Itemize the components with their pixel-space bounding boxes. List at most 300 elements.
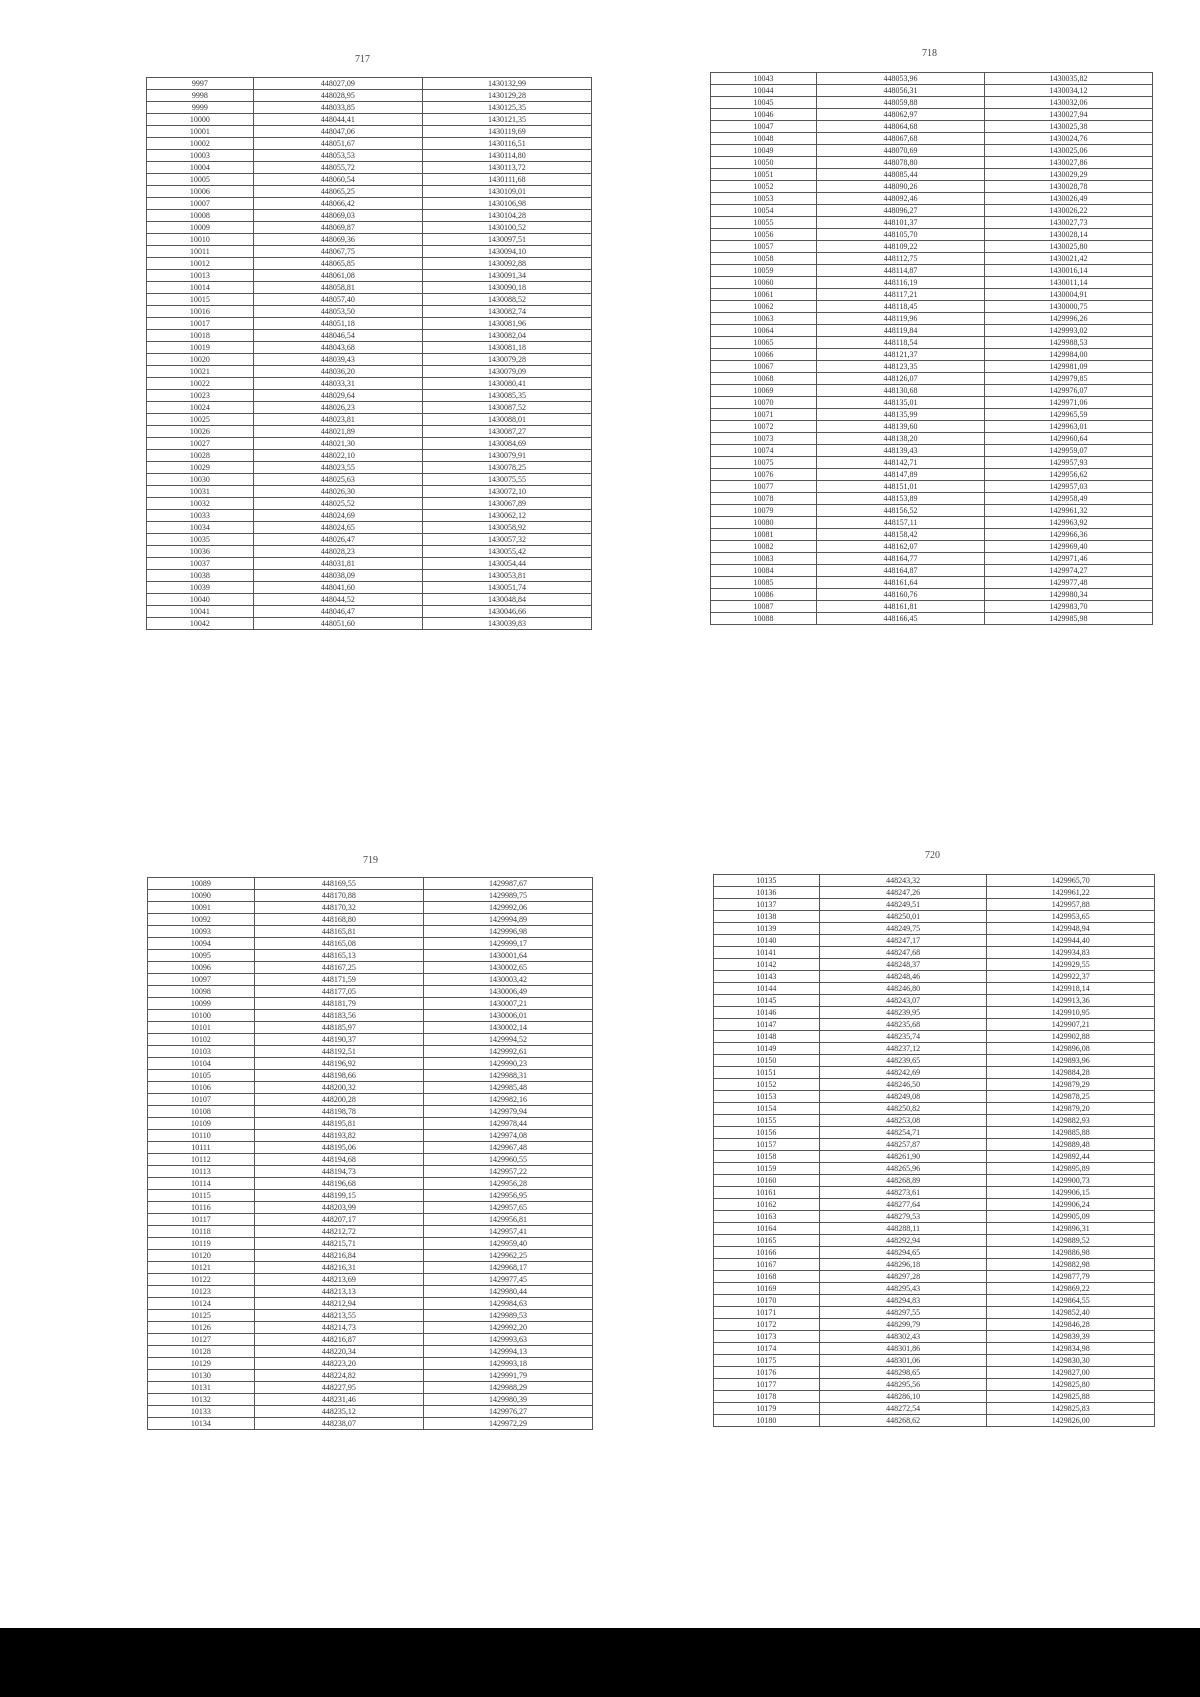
point-number-cell: 10174 <box>714 1343 820 1355</box>
x-coordinate-cell: 448212,94 <box>254 1298 423 1310</box>
table-row <box>714 1259 1155 1271</box>
x-coordinate-cell: 448036,20 <box>253 366 422 378</box>
point-number-cell: 10045 <box>711 97 817 109</box>
y-coordinate-cell: 1430121,35 <box>422 114 591 126</box>
y-coordinate-cell: 1430081,18 <box>422 342 591 354</box>
x-coordinate-cell: 448039,43 <box>253 354 422 366</box>
y-coordinate-cell: 1429879,29 <box>987 1079 1155 1091</box>
y-coordinate-cell: 1430085,35 <box>422 390 591 402</box>
point-number-cell: 10177 <box>714 1379 820 1391</box>
table-row <box>714 887 1155 899</box>
x-coordinate-cell: 448065,25 <box>253 186 422 198</box>
y-coordinate-cell: 1429993,63 <box>423 1334 592 1346</box>
coordinates-table <box>146 77 592 630</box>
point-number-cell: 10058 <box>711 253 817 265</box>
page-number: 719 <box>363 855 378 866</box>
point-number-cell: 10067 <box>711 361 817 373</box>
point-number-cell: 10014 <box>147 282 254 294</box>
table-row <box>711 337 1153 349</box>
x-coordinate-cell: 448139,43 <box>817 445 985 457</box>
point-number-cell: 10092 <box>148 914 255 926</box>
y-coordinate-cell: 1429994,52 <box>423 1034 592 1046</box>
table-row <box>711 181 1153 193</box>
x-coordinate-cell: 448223,20 <box>254 1358 423 1370</box>
table-row <box>148 1094 593 1106</box>
x-coordinate-cell: 448200,32 <box>254 1082 423 1094</box>
table-row <box>148 1250 593 1262</box>
y-coordinate-cell: 1429984,63 <box>423 1298 592 1310</box>
x-coordinate-cell: 448021,89 <box>253 426 422 438</box>
point-number-cell: 10069 <box>711 385 817 397</box>
x-coordinate-cell: 448199,15 <box>254 1190 423 1202</box>
point-number-cell: 10061 <box>711 289 817 301</box>
x-coordinate-cell: 448026,47 <box>253 534 422 546</box>
point-number-cell: 10087 <box>711 601 817 613</box>
x-coordinate-cell: 448171,59 <box>254 974 423 986</box>
x-coordinate-cell: 448246,50 <box>819 1079 987 1091</box>
y-coordinate-cell: 1430028,14 <box>985 229 1153 241</box>
x-coordinate-cell: 448164,77 <box>817 553 985 565</box>
x-coordinate-cell: 448190,37 <box>254 1034 423 1046</box>
y-coordinate-cell: 1429929,55 <box>987 959 1155 971</box>
point-number-cell: 10012 <box>147 258 254 270</box>
x-coordinate-cell: 448090,26 <box>817 181 985 193</box>
y-coordinate-cell: 1429984,00 <box>985 349 1153 361</box>
x-coordinate-cell: 448198,78 <box>254 1106 423 1118</box>
table-row <box>711 397 1153 409</box>
x-coordinate-cell: 448121,37 <box>817 349 985 361</box>
point-number-cell: 10144 <box>714 983 820 995</box>
x-coordinate-cell: 448227,95 <box>254 1382 423 1394</box>
point-number-cell: 10109 <box>148 1118 255 1130</box>
y-coordinate-cell: 1429885,88 <box>987 1127 1155 1139</box>
table-row <box>148 1118 593 1130</box>
y-coordinate-cell: 1429969,40 <box>985 541 1153 553</box>
y-coordinate-cell: 1429960,55 <box>423 1154 592 1166</box>
x-coordinate-cell: 448033,31 <box>253 378 422 390</box>
table-row <box>147 474 592 486</box>
point-number-cell: 10013 <box>147 270 254 282</box>
table-row <box>147 498 592 510</box>
x-coordinate-cell: 448142,71 <box>817 457 985 469</box>
point-number-cell: 10008 <box>147 210 254 222</box>
y-coordinate-cell: 1429961,22 <box>987 887 1155 899</box>
x-coordinate-cell: 448181,79 <box>254 998 423 1010</box>
x-coordinate-cell: 448025,63 <box>253 474 422 486</box>
x-coordinate-cell: 448069,87 <box>253 222 422 234</box>
point-number-cell: 10086 <box>711 589 817 601</box>
y-coordinate-cell: 1430029,29 <box>985 169 1153 181</box>
point-number-cell: 10138 <box>714 911 820 923</box>
point-number-cell: 10128 <box>148 1346 255 1358</box>
x-coordinate-cell: 448021,30 <box>253 438 422 450</box>
x-coordinate-cell: 448168,80 <box>254 914 423 926</box>
y-coordinate-cell: 1429956,28 <box>423 1178 592 1190</box>
y-coordinate-cell: 1430094,10 <box>422 246 591 258</box>
table-row <box>148 1382 593 1394</box>
x-coordinate-cell: 448044,41 <box>253 114 422 126</box>
table-row <box>147 318 592 330</box>
point-number-cell: 10156 <box>714 1127 820 1139</box>
point-number-cell: 10028 <box>147 450 254 462</box>
point-number-cell: 10120 <box>148 1250 255 1262</box>
table-row <box>147 234 592 246</box>
table-row <box>711 409 1153 421</box>
y-coordinate-cell: 1429826,00 <box>987 1415 1155 1427</box>
table-row <box>711 133 1153 145</box>
table-row <box>714 1139 1155 1151</box>
table-row <box>147 510 592 522</box>
x-coordinate-cell: 448061,08 <box>253 270 422 282</box>
x-coordinate-cell: 448292,94 <box>819 1235 987 1247</box>
x-coordinate-cell: 448248,37 <box>819 959 987 971</box>
x-coordinate-cell: 448200,28 <box>254 1094 423 1106</box>
table-row <box>148 1202 593 1214</box>
table-row <box>147 114 592 126</box>
x-coordinate-cell: 448116,19 <box>817 277 985 289</box>
point-number-cell: 10168 <box>714 1271 820 1283</box>
table-row <box>714 1391 1155 1403</box>
y-coordinate-cell: 1430051,74 <box>422 582 591 594</box>
point-number-cell: 10070 <box>711 397 817 409</box>
x-coordinate-cell: 448294,83 <box>819 1295 987 1307</box>
point-number-cell: 10135 <box>714 875 820 887</box>
x-coordinate-cell: 448160,76 <box>817 589 985 601</box>
y-coordinate-cell: 1430114,80 <box>422 150 591 162</box>
x-coordinate-cell: 448123,35 <box>817 361 985 373</box>
point-number-cell: 10094 <box>148 938 255 950</box>
x-coordinate-cell: 448165,13 <box>254 950 423 962</box>
point-number-cell: 10036 <box>147 546 254 558</box>
point-number-cell: 10175 <box>714 1355 820 1367</box>
table-row <box>148 890 593 902</box>
y-coordinate-cell: 1430081,96 <box>422 318 591 330</box>
x-coordinate-cell: 448194,73 <box>254 1166 423 1178</box>
y-coordinate-cell: 1430082,04 <box>422 330 591 342</box>
x-coordinate-cell: 448153,89 <box>817 493 985 505</box>
x-coordinate-cell: 448268,62 <box>819 1415 987 1427</box>
point-number-cell: 10051 <box>711 169 817 181</box>
table-row <box>711 361 1153 373</box>
table-row <box>148 1046 593 1058</box>
point-number-cell: 10015 <box>147 294 254 306</box>
x-coordinate-cell: 448295,56 <box>819 1379 987 1391</box>
y-coordinate-cell: 1429989,53 <box>423 1310 592 1322</box>
page-number: 718 <box>922 48 937 59</box>
y-coordinate-cell: 1429980,39 <box>423 1394 592 1406</box>
y-coordinate-cell: 1429934,83 <box>987 947 1155 959</box>
y-coordinate-cell: 1429976,07 <box>985 385 1153 397</box>
point-number-cell: 10132 <box>148 1394 255 1406</box>
table-row <box>147 162 592 174</box>
y-coordinate-cell: 1430046,66 <box>422 606 591 618</box>
table-row <box>714 1283 1155 1295</box>
table-row <box>714 1031 1155 1043</box>
table-row <box>711 529 1153 541</box>
y-coordinate-cell: 1429906,24 <box>987 1199 1155 1211</box>
table-row <box>148 1082 593 1094</box>
y-coordinate-cell: 1429922,37 <box>987 971 1155 983</box>
x-coordinate-cell: 448028,23 <box>253 546 422 558</box>
table-row <box>148 914 593 926</box>
y-coordinate-cell: 1430100,52 <box>422 222 591 234</box>
y-coordinate-cell: 1430097,51 <box>422 234 591 246</box>
y-coordinate-cell: 1430001,64 <box>423 950 592 962</box>
y-coordinate-cell: 1429976,27 <box>423 1406 592 1418</box>
table-row <box>147 282 592 294</box>
y-coordinate-cell: 1429963,92 <box>985 517 1153 529</box>
table-row <box>148 1286 593 1298</box>
x-coordinate-cell: 448024,65 <box>253 522 422 534</box>
point-number-cell: 10078 <box>711 493 817 505</box>
point-number-cell: 10034 <box>147 522 254 534</box>
x-coordinate-cell: 448249,75 <box>819 923 987 935</box>
table-row <box>714 1319 1155 1331</box>
point-number-cell: 10123 <box>148 1286 255 1298</box>
table-row <box>711 541 1153 553</box>
x-coordinate-cell: 448248,46 <box>819 971 987 983</box>
y-coordinate-cell: 1429846,28 <box>987 1319 1155 1331</box>
table-row <box>714 959 1155 971</box>
point-number-cell: 10162 <box>714 1199 820 1211</box>
x-coordinate-cell: 448101,37 <box>817 217 985 229</box>
x-coordinate-cell: 448239,95 <box>819 1007 987 1019</box>
y-coordinate-cell: 1429972,29 <box>423 1418 592 1430</box>
point-number-cell: 10141 <box>714 947 820 959</box>
table-row <box>714 1415 1155 1427</box>
point-number-cell: 10154 <box>714 1103 820 1115</box>
table-row <box>147 270 592 282</box>
y-coordinate-cell: 1429839,39 <box>987 1331 1155 1343</box>
y-coordinate-cell: 1430113,72 <box>422 162 591 174</box>
y-coordinate-cell: 1429963,01 <box>985 421 1153 433</box>
table-row <box>711 373 1153 385</box>
y-coordinate-cell: 1429989,75 <box>423 890 592 902</box>
point-number-cell: 10052 <box>711 181 817 193</box>
table-row <box>711 505 1153 517</box>
y-coordinate-cell: 1429944,40 <box>987 935 1155 947</box>
y-coordinate-cell: 1430055,42 <box>422 546 591 558</box>
point-number-cell: 10157 <box>714 1139 820 1151</box>
point-number-cell: 10088 <box>711 613 817 625</box>
x-coordinate-cell: 448051,67 <box>253 138 422 150</box>
point-number-cell: 10152 <box>714 1079 820 1091</box>
y-coordinate-cell: 1429834,98 <box>987 1343 1155 1355</box>
y-coordinate-cell: 1429825,80 <box>987 1379 1155 1391</box>
x-coordinate-cell: 448220,34 <box>254 1346 423 1358</box>
y-coordinate-cell: 1430053,81 <box>422 570 591 582</box>
y-coordinate-cell: 1429882,98 <box>987 1259 1155 1271</box>
table-row <box>148 1022 593 1034</box>
table-row <box>711 481 1153 493</box>
point-number-cell: 10017 <box>147 318 254 330</box>
y-coordinate-cell: 1429992,06 <box>423 902 592 914</box>
point-number-cell: 10056 <box>711 229 817 241</box>
y-coordinate-cell: 1429956,95 <box>423 1190 592 1202</box>
x-coordinate-cell: 448046,54 <box>253 330 422 342</box>
table-row <box>711 493 1153 505</box>
table-row <box>147 258 592 270</box>
point-number-cell: 10010 <box>147 234 254 246</box>
y-coordinate-cell: 1430025,80 <box>985 241 1153 253</box>
x-coordinate-cell: 448183,56 <box>254 1010 423 1022</box>
x-coordinate-cell: 448247,17 <box>819 935 987 947</box>
table-row <box>147 354 592 366</box>
point-number-cell: 10030 <box>147 474 254 486</box>
x-coordinate-cell: 448118,54 <box>817 337 985 349</box>
table-row <box>711 301 1153 313</box>
point-number-cell: 10115 <box>148 1190 255 1202</box>
y-coordinate-cell: 1429977,45 <box>423 1274 592 1286</box>
y-coordinate-cell: 1429957,93 <box>985 457 1153 469</box>
table-row <box>147 594 592 606</box>
y-coordinate-cell: 1429957,22 <box>423 1166 592 1178</box>
y-coordinate-cell: 1429974,08 <box>423 1130 592 1142</box>
x-coordinate-cell: 448301,86 <box>819 1343 987 1355</box>
point-number-cell: 10009 <box>147 222 254 234</box>
table-row <box>147 426 592 438</box>
table-row <box>711 157 1153 169</box>
point-number-cell: 10124 <box>148 1298 255 1310</box>
point-number-cell: 9999 <box>147 102 254 114</box>
y-coordinate-cell: 1429827,00 <box>987 1367 1155 1379</box>
point-number-cell: 10081 <box>711 529 817 541</box>
y-coordinate-cell: 1430032,06 <box>985 97 1153 109</box>
x-coordinate-cell: 448237,12 <box>819 1043 987 1055</box>
point-number-cell: 10043 <box>711 73 817 85</box>
point-number-cell: 10169 <box>714 1283 820 1295</box>
y-coordinate-cell: 1430016,14 <box>985 265 1153 277</box>
table-row <box>711 97 1153 109</box>
y-coordinate-cell: 1429948,94 <box>987 923 1155 935</box>
y-coordinate-cell: 1429893,96 <box>987 1055 1155 1067</box>
point-number-cell: 10118 <box>148 1226 255 1238</box>
table-row <box>711 385 1153 397</box>
table-row <box>147 330 592 342</box>
point-number-cell: 10102 <box>148 1034 255 1046</box>
point-number-cell: 10133 <box>148 1406 255 1418</box>
table-row <box>147 342 592 354</box>
x-coordinate-cell: 448224,82 <box>254 1370 423 1382</box>
y-coordinate-cell: 1429990,23 <box>423 1058 592 1070</box>
y-coordinate-cell: 1430067,89 <box>422 498 591 510</box>
point-number-cell: 10093 <box>148 926 255 938</box>
x-coordinate-cell: 448288,11 <box>819 1223 987 1235</box>
x-coordinate-cell: 448165,08 <box>254 938 423 950</box>
table-row <box>147 186 592 198</box>
table-row <box>711 121 1153 133</box>
table-row <box>147 558 592 570</box>
point-number-cell: 10159 <box>714 1163 820 1175</box>
table-row <box>714 1079 1155 1091</box>
y-coordinate-cell: 1429968,17 <box>423 1262 592 1274</box>
y-coordinate-cell: 1429994,13 <box>423 1346 592 1358</box>
point-number-cell: 10161 <box>714 1187 820 1199</box>
point-number-cell: 10007 <box>147 198 254 210</box>
x-coordinate-cell: 448157,11 <box>817 517 985 529</box>
table-row <box>711 565 1153 577</box>
x-coordinate-cell: 448117,21 <box>817 289 985 301</box>
y-coordinate-cell: 1429825,83 <box>987 1403 1155 1415</box>
y-coordinate-cell: 1430000,75 <box>985 301 1153 313</box>
x-coordinate-cell: 448301,06 <box>819 1355 987 1367</box>
point-number-cell: 10004 <box>147 162 254 174</box>
table-row <box>147 102 592 114</box>
y-coordinate-cell: 1429895,89 <box>987 1163 1155 1175</box>
table-row <box>147 306 592 318</box>
y-coordinate-cell: 1430119,69 <box>422 126 591 138</box>
point-number-cell: 10062 <box>711 301 817 313</box>
x-coordinate-cell: 448028,95 <box>253 90 422 102</box>
table-row <box>148 1178 593 1190</box>
table-row <box>714 1331 1155 1343</box>
point-number-cell: 10163 <box>714 1211 820 1223</box>
table-row <box>148 938 593 950</box>
y-coordinate-cell: 1429980,44 <box>423 1286 592 1298</box>
point-number-cell: 10155 <box>714 1115 820 1127</box>
y-coordinate-cell: 1430079,09 <box>422 366 591 378</box>
y-coordinate-cell: 1430087,27 <box>422 426 591 438</box>
table-row <box>711 457 1153 469</box>
table-row <box>148 1166 593 1178</box>
x-coordinate-cell: 448279,53 <box>819 1211 987 1223</box>
page-number: 717 <box>355 54 370 65</box>
point-number-cell: 10047 <box>711 121 817 133</box>
table-row <box>147 294 592 306</box>
table-row <box>147 90 592 102</box>
table-row <box>711 109 1153 121</box>
x-coordinate-cell: 448055,72 <box>253 162 422 174</box>
table-row <box>711 229 1153 241</box>
table-row <box>148 1298 593 1310</box>
y-coordinate-cell: 1429994,89 <box>423 914 592 926</box>
table-row <box>147 438 592 450</box>
x-coordinate-cell: 448161,81 <box>817 601 985 613</box>
table-row <box>711 445 1153 457</box>
table-row <box>714 1295 1155 1307</box>
point-number-cell: 10089 <box>148 878 255 890</box>
y-coordinate-cell: 1429965,70 <box>987 875 1155 887</box>
x-coordinate-cell: 448026,23 <box>253 402 422 414</box>
table-row <box>714 1271 1155 1283</box>
point-number-cell: 10046 <box>711 109 817 121</box>
point-number-cell: 10160 <box>714 1175 820 1187</box>
x-coordinate-cell: 448067,75 <box>253 246 422 258</box>
y-coordinate-cell: 1430109,01 <box>422 186 591 198</box>
table-row <box>714 1151 1155 1163</box>
y-coordinate-cell: 1430104,28 <box>422 210 591 222</box>
y-coordinate-cell: 1430011,14 <box>985 277 1153 289</box>
point-number-cell: 10001 <box>147 126 254 138</box>
x-coordinate-cell: 448023,81 <box>253 414 422 426</box>
table-row <box>147 450 592 462</box>
x-coordinate-cell: 448118,45 <box>817 301 985 313</box>
x-coordinate-cell: 448046,47 <box>253 606 422 618</box>
point-number-cell: 10097 <box>148 974 255 986</box>
table-row <box>148 1394 593 1406</box>
x-coordinate-cell: 448167,25 <box>254 962 423 974</box>
y-coordinate-cell: 1430026,22 <box>985 205 1153 217</box>
table-row <box>148 1322 593 1334</box>
y-coordinate-cell: 1430092,88 <box>422 258 591 270</box>
y-coordinate-cell: 1429962,25 <box>423 1250 592 1262</box>
x-coordinate-cell: 448277,64 <box>819 1199 987 1211</box>
y-coordinate-cell: 1430111,68 <box>422 174 591 186</box>
point-number-cell: 10139 <box>714 923 820 935</box>
y-coordinate-cell: 1429877,79 <box>987 1271 1155 1283</box>
y-coordinate-cell: 1429988,31 <box>423 1070 592 1082</box>
y-coordinate-cell: 1429992,20 <box>423 1322 592 1334</box>
